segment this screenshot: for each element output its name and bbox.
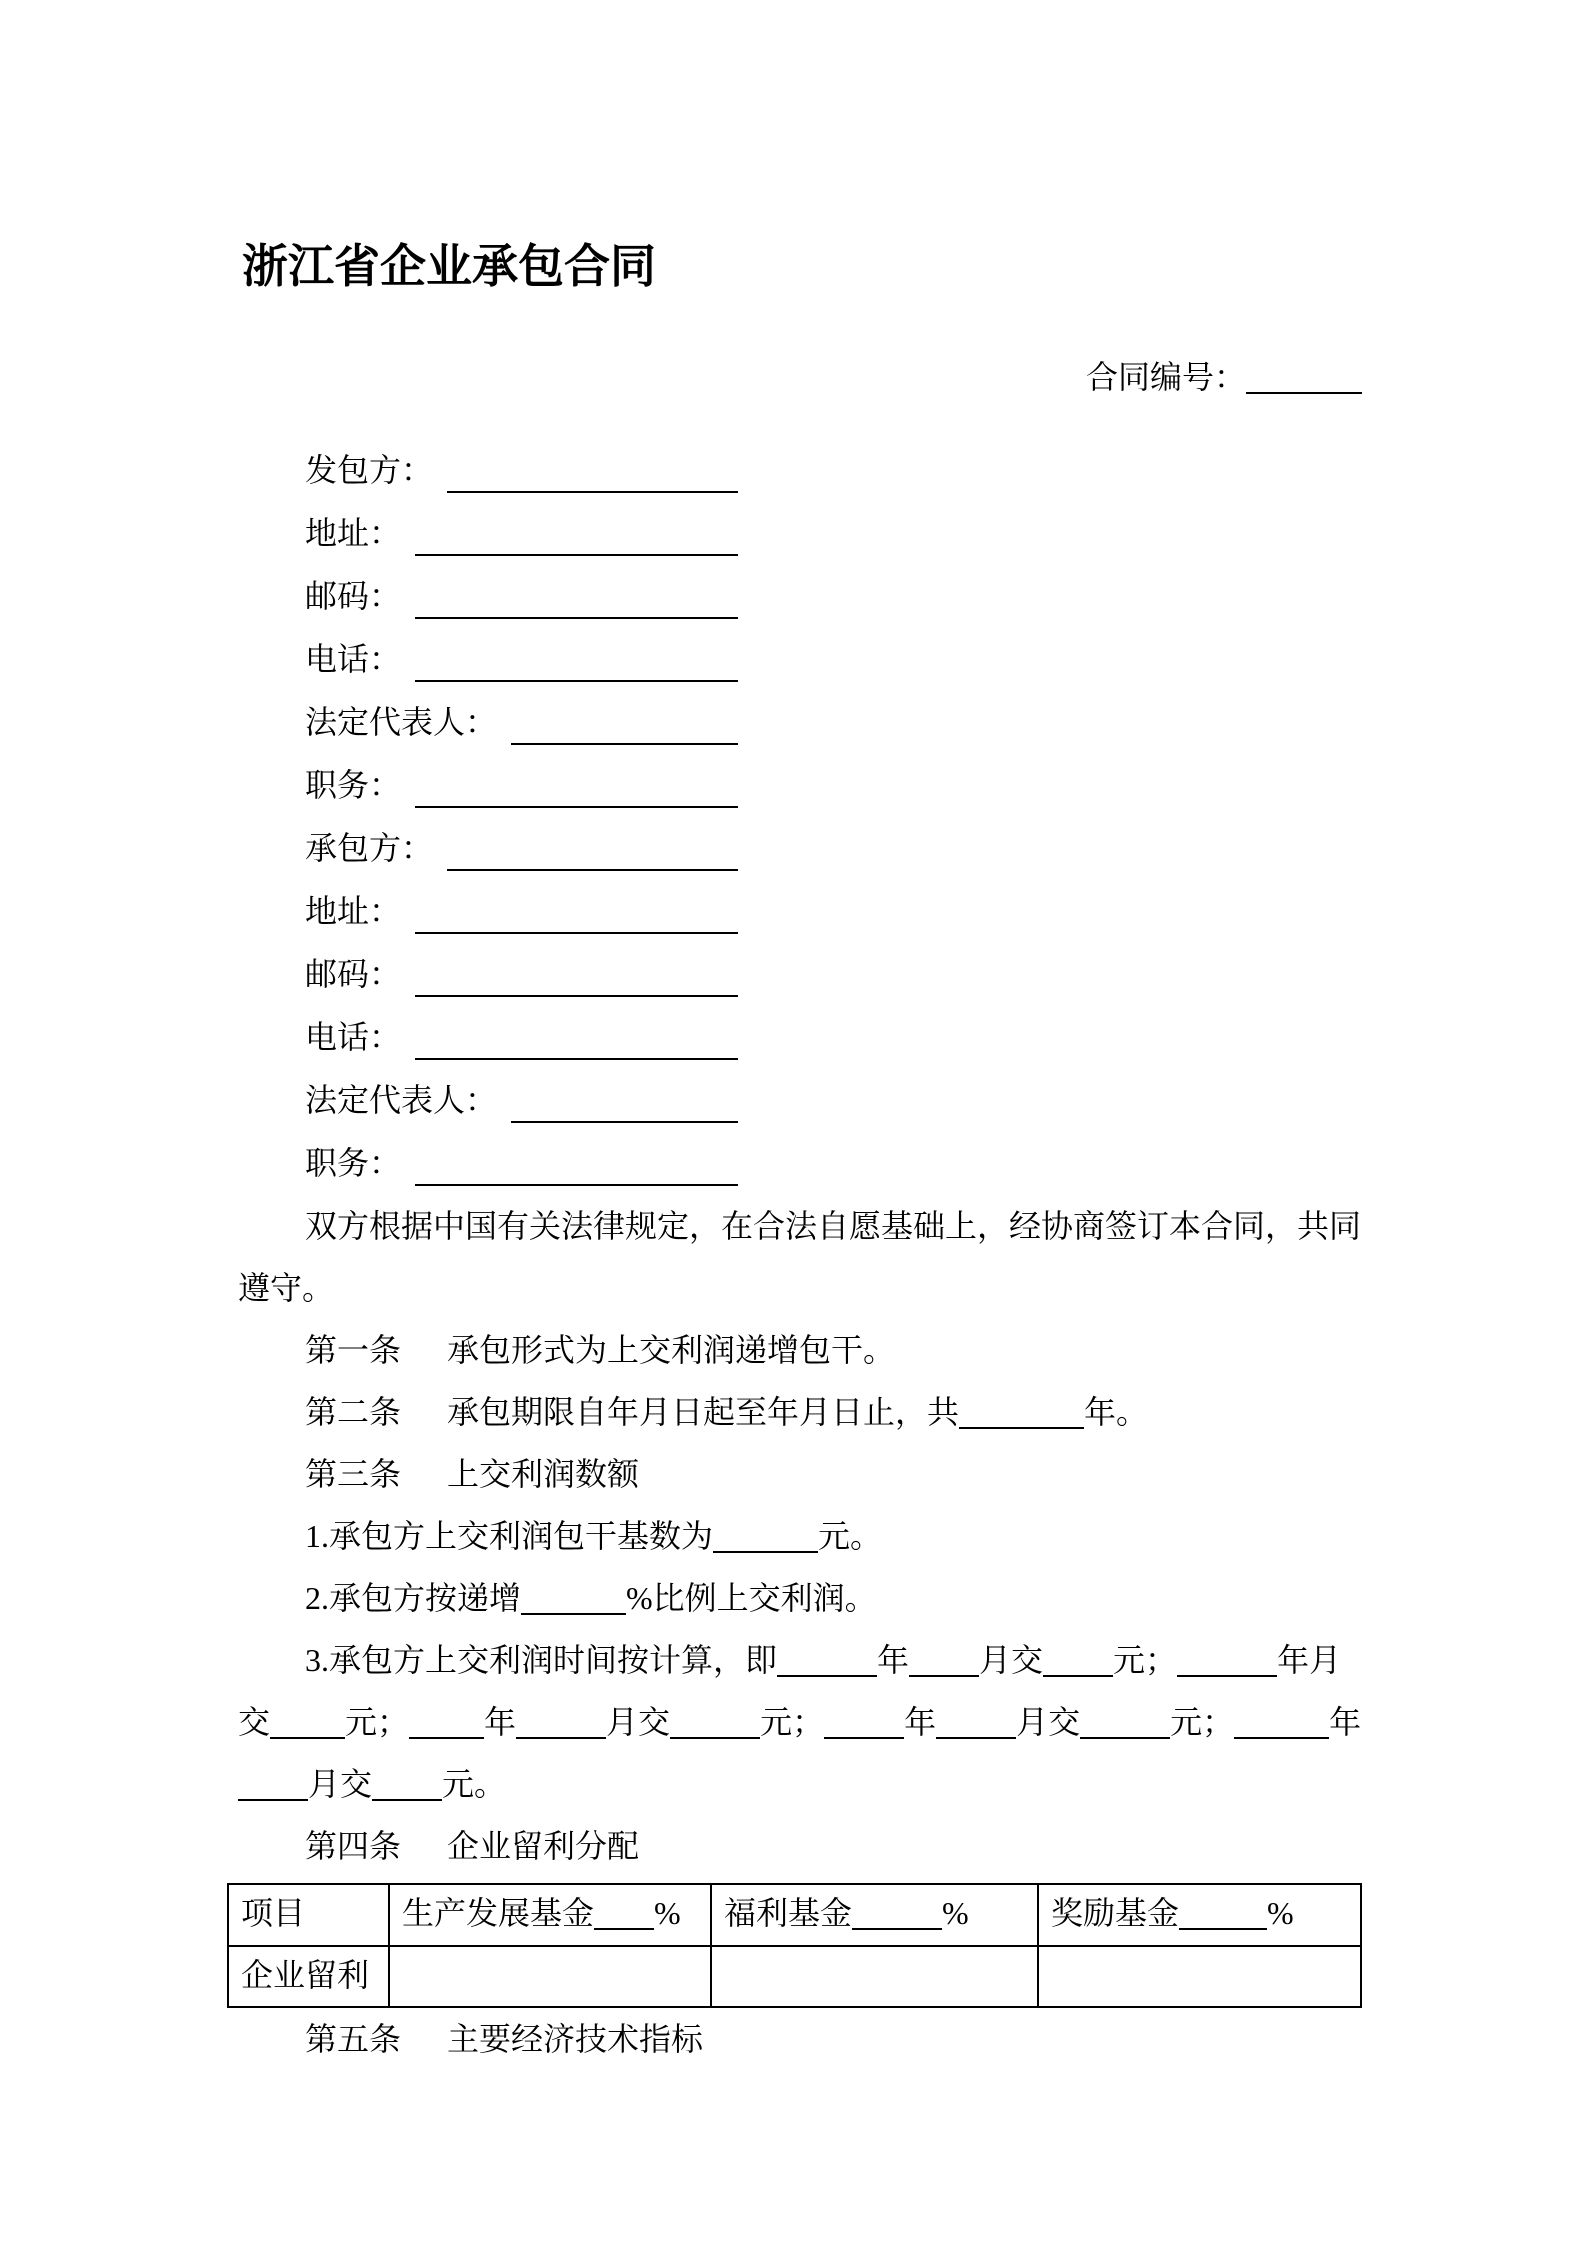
table-header-production-fund (389, 1884, 711, 1946)
table-cell-empty (711, 1946, 1038, 2007)
field-blank-underline (511, 691, 738, 745)
item-text: 年月交 (238, 1642, 1342, 1740)
blank-underline (852, 1898, 942, 1930)
item-text: 年 (484, 1704, 517, 1740)
blank-underline (713, 1521, 818, 1553)
article-3 (238, 1443, 1362, 1505)
field-blank-underline (415, 1132, 738, 1186)
field-row-postcode (305, 943, 738, 1006)
field-row-legal-rep (305, 691, 738, 754)
field-blank-underline (415, 565, 738, 619)
field-blank-underline (415, 1006, 738, 1060)
profit-distribution-table (227, 1883, 1362, 2008)
item-text: 年 (1329, 1704, 1362, 1740)
article-number: 第三条 (305, 1456, 402, 1492)
page-title: 浙江省企业承包合同 (242, 241, 656, 292)
article-3-item-3 (238, 1629, 1362, 1815)
article-number: 第五条 (305, 2021, 402, 2057)
article-number: 第二条 (305, 1394, 402, 1430)
field-blank-underline (415, 754, 738, 808)
field-row-position (305, 754, 738, 817)
item-text: 元； (345, 1704, 410, 1740)
item-text: 2.承包方按递增 (305, 1580, 522, 1616)
item-text: 月交 (979, 1642, 1044, 1678)
header-text: 生产发展基金 (402, 1895, 595, 1931)
field-label: 法定代表人： (305, 1082, 498, 1118)
field-blank-underline (415, 880, 738, 934)
article-1 (238, 1319, 1362, 1381)
blank-underline (1179, 1898, 1267, 1930)
field-row-legal-rep (305, 1069, 738, 1132)
blank-underline (1043, 1645, 1113, 1677)
field-blank-underline (415, 628, 738, 682)
blank-underline (777, 1645, 877, 1677)
blank-underline (1234, 1707, 1329, 1739)
contract-no-blank-underline (1246, 362, 1362, 394)
table-header-row (228, 1884, 1361, 1946)
item-text: 年 (904, 1704, 937, 1740)
blank-underline (909, 1645, 979, 1677)
field-label: 地址： (305, 893, 402, 929)
field-label: 邮码： (305, 578, 402, 614)
item-text: 元； (1170, 1704, 1235, 1740)
field-blank-underline (447, 439, 738, 493)
item-text: 月交 (606, 1704, 671, 1740)
item-text: 元。 (818, 1518, 883, 1554)
field-row-position (305, 1132, 738, 1195)
contract-no-line (238, 358, 1362, 396)
field-row-postcode (305, 565, 738, 628)
blank-underline (670, 1707, 760, 1739)
item-text: 年 (877, 1642, 910, 1678)
field-blank-underline (511, 1069, 738, 1123)
party-fields (305, 439, 1362, 1195)
table-cell-empty (389, 1946, 711, 2007)
blank-underline (372, 1769, 442, 1801)
field-label: 承包方： (305, 830, 434, 866)
table-row-label: 企业留利 (228, 1946, 389, 2007)
item-text: 月交 (308, 1766, 373, 1802)
item-text: 元； (760, 1704, 825, 1740)
field-row-employer (305, 439, 738, 502)
table-header-reward-fund (1038, 1884, 1361, 1946)
header-text: 奖励基金 (1051, 1895, 1180, 1931)
field-label: 职务： (305, 767, 402, 803)
contract-no-label: 合同编号： (1085, 359, 1246, 395)
field-row-phone (305, 628, 738, 691)
blank-underline (409, 1707, 484, 1739)
article-text: 主要经济技术指标 (447, 2021, 704, 2057)
field-row-address (305, 502, 738, 565)
field-label: 电话： (305, 1019, 402, 1055)
header-text: % (1267, 1895, 1294, 1931)
table-data-row (228, 1946, 1361, 2007)
article-text: 企业留利分配 (447, 1828, 640, 1864)
blank-underline (238, 1769, 308, 1801)
blank-underline (936, 1707, 1016, 1739)
blank-underline (521, 1583, 626, 1615)
field-row-phone (305, 1006, 738, 1069)
header-text: % (942, 1895, 969, 1931)
field-row-contractor (305, 817, 738, 880)
header-text: 福利基金 (724, 1895, 853, 1931)
article-text: 年。 (1084, 1394, 1149, 1430)
article-3-item-2 (238, 1567, 1362, 1629)
item-text: 1.承包方上交利润包干基数为 (305, 1518, 714, 1554)
header-text: % (654, 1895, 681, 1931)
field-row-address (305, 880, 738, 943)
blank-underline (1177, 1645, 1277, 1677)
blank-underline (1080, 1707, 1170, 1739)
item-text: %比例上交利润。 (626, 1580, 877, 1616)
article-text: 上交利润数额 (447, 1456, 640, 1492)
field-label: 电话： (305, 641, 402, 677)
item-text: 元。 (442, 1766, 507, 1802)
article-2 (238, 1381, 1362, 1443)
field-blank-underline (415, 502, 738, 556)
item-text: 元； (1113, 1642, 1178, 1678)
field-label: 发包方： (305, 452, 434, 488)
article-text: 承包形式为上交利润递增包干。 (447, 1332, 896, 1368)
article-4 (238, 1815, 1362, 1877)
blank-underline (270, 1707, 345, 1739)
table-header-item: 项目 (228, 1884, 389, 1946)
blank-underline (959, 1397, 1084, 1429)
intro-paragraph: 双方根据中国有关法律规定，在合法自愿基础上，经协商签订本合同，共同遵守。 (238, 1208, 1362, 1306)
field-label: 职务： (305, 1145, 402, 1181)
article-number: 第四条 (305, 1828, 402, 1864)
blank-underline (594, 1898, 654, 1930)
item-text: 3.承包方上交利润时间按计算，即 (305, 1642, 778, 1678)
article-number: 第一条 (305, 1332, 402, 1368)
field-blank-underline (447, 817, 738, 871)
blank-underline (824, 1707, 904, 1739)
article-3-item-1 (238, 1505, 1362, 1567)
item-text: 月交 (1016, 1704, 1081, 1740)
table-header-welfare-fund (711, 1884, 1038, 1946)
article-text: 承包期限自年月日起至年月日止，共 (447, 1394, 960, 1430)
field-label: 法定代表人： (305, 704, 498, 740)
blank-underline (516, 1707, 606, 1739)
article-5 (238, 2008, 1362, 2070)
field-blank-underline (415, 943, 738, 997)
field-label: 邮码： (305, 956, 402, 992)
field-label: 地址： (305, 515, 402, 551)
table-cell-empty (1038, 1946, 1361, 2007)
